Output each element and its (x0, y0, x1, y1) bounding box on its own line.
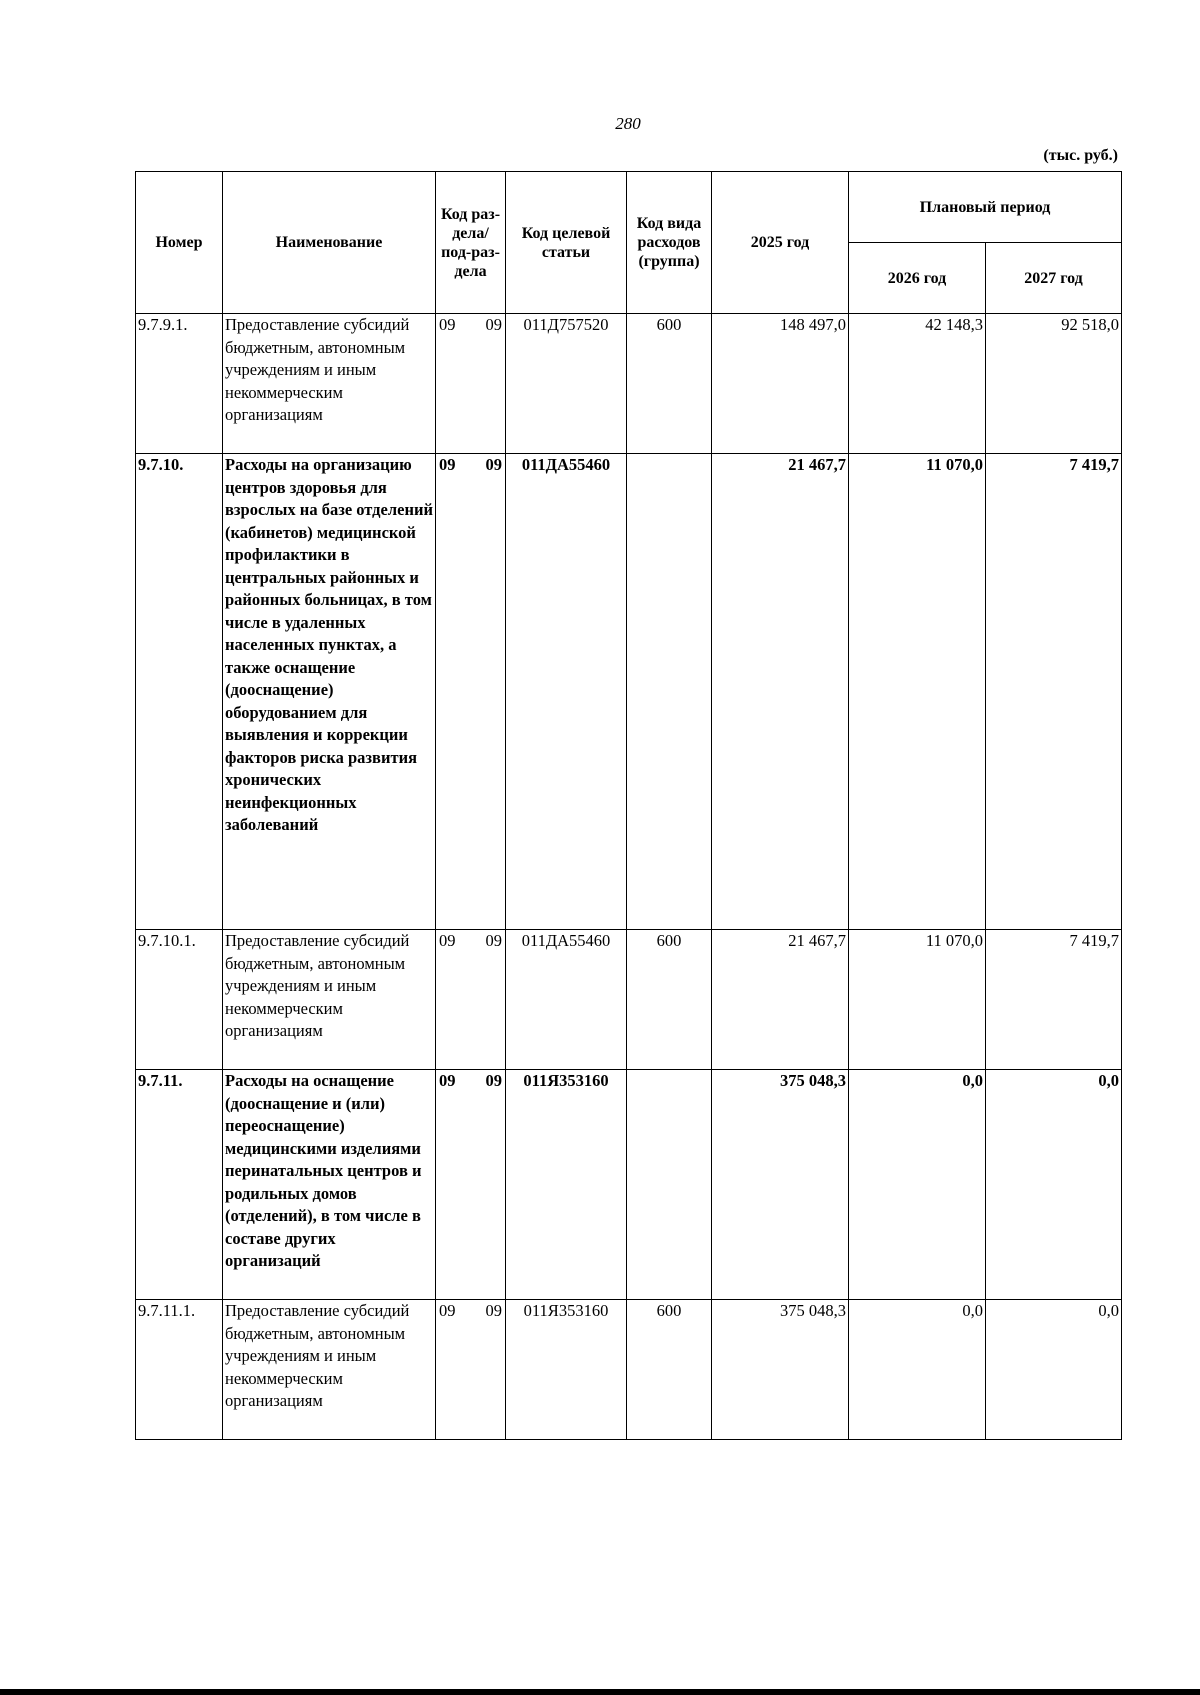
row-amount-2027: 7 419,7 (986, 454, 1122, 930)
row-section: 09 (439, 1301, 456, 1320)
row-section: 09 (439, 931, 456, 950)
row-amount-2027: 0,0 (986, 1070, 1122, 1300)
row-name: Предоставление субсидий бюджетным, автономным учреждениям и иным некоммерческим организациям (223, 314, 436, 454)
row-section-code (436, 454, 506, 930)
row-number: 9.7.11.1. (136, 1300, 223, 1440)
row-section-code (436, 1300, 506, 1440)
page-number: 280 (615, 114, 641, 133)
row-amount-2027: 0,0 (986, 1300, 1122, 1440)
table-row (136, 1070, 1122, 1300)
budget-table (135, 171, 1122, 1440)
row-name: Предоставление субсидий бюджетным, автономным учреждениям и иным некоммерческим организациям (223, 1300, 436, 1440)
table-row (136, 454, 1122, 930)
row-target-code: 011ДА55460 (506, 454, 627, 930)
table-row (136, 1300, 1122, 1440)
row-amount-2026: 11 070,0 (849, 930, 986, 1070)
table-row (136, 314, 1122, 454)
row-expense-type: 600 (627, 314, 712, 454)
row-subsection: 09 (485, 1301, 502, 1320)
row-name: Предоставление субсидий бюджетным, автономным учреждениям и иным некоммерческим организациям (223, 930, 436, 1070)
header-number: Номер (136, 172, 223, 314)
row-amount-2026: 0,0 (849, 1300, 986, 1440)
row-number: 9.7.10.1. (136, 930, 223, 1070)
row-subsection: 09 (485, 931, 502, 950)
row-expense-type: 600 (627, 1300, 712, 1440)
row-section: 09 (439, 315, 456, 334)
header-year-2026: 2026 год (849, 243, 986, 314)
row-target-code: 011Я353160 (506, 1070, 627, 1300)
row-amount-2025: 148 497,0 (712, 314, 849, 454)
header-year-2027: 2027 год (986, 243, 1122, 314)
row-section: 09 (439, 1071, 456, 1090)
scan-edge-line (0, 1689, 1200, 1695)
row-subsection: 09 (485, 455, 502, 474)
header-expense-type: Код вида расходов (группа) (627, 172, 712, 314)
row-subsection: 09 (485, 315, 502, 334)
units-note: (тыс. руб.) (1043, 147, 1118, 164)
row-target-code: 011ДА55460 (506, 930, 627, 1070)
row-section-code (436, 314, 506, 454)
row-amount-2025: 375 048,3 (712, 1070, 849, 1300)
row-amount-2027: 92 518,0 (986, 314, 1122, 454)
row-amount-2026: 11 070,0 (849, 454, 986, 930)
header-target-code: Код целевой статьи (506, 172, 627, 314)
header-year-2025: 2025 год (712, 172, 849, 314)
row-section: 09 (439, 455, 456, 474)
row-name: Расходы на организацию центров здоровья для взрослых на базе отделений (кабинетов) медицинской профилактики в центральных районных и районных больницах, в том числе в удаленных населенных пунктах, а также оснащение (дооснащение) оборудованием для выявления и коррекции факторов риска развития хронических неинфекционных заболеваний (223, 454, 436, 930)
row-target-code: 011Я353160 (506, 1300, 627, 1440)
row-amount-2025: 375 048,3 (712, 1300, 849, 1440)
header-section-code: Код раз-дела/ под-раз-дела (436, 172, 506, 314)
row-section-code (436, 1070, 506, 1300)
row-expense-type (627, 1070, 712, 1300)
row-number: 9.7.9.1. (136, 314, 223, 454)
row-name: Расходы на оснащение (дооснащение и (или) переоснащение) медицинскими изделиями перинатальных центров и родильных домов (отделений), в том числе в составе других организаций (223, 1070, 436, 1300)
row-amount-2027: 7 419,7 (986, 930, 1122, 1070)
row-expense-type (627, 454, 712, 930)
row-section-code (436, 930, 506, 1070)
row-number: 9.7.10. (136, 454, 223, 930)
row-expense-type: 600 (627, 930, 712, 1070)
row-target-code: 011Д757520 (506, 314, 627, 454)
header-row (136, 172, 1122, 243)
row-amount-2025: 21 467,7 (712, 930, 849, 1070)
row-subsection: 09 (485, 1071, 502, 1090)
row-amount-2025: 21 467,7 (712, 454, 849, 930)
row-number: 9.7.11. (136, 1070, 223, 1300)
header-name: Наименование (223, 172, 436, 314)
row-amount-2026: 42 148,3 (849, 314, 986, 454)
header-planned-period: Плановый период (849, 172, 1122, 243)
table-row (136, 930, 1122, 1070)
row-amount-2026: 0,0 (849, 1070, 986, 1300)
